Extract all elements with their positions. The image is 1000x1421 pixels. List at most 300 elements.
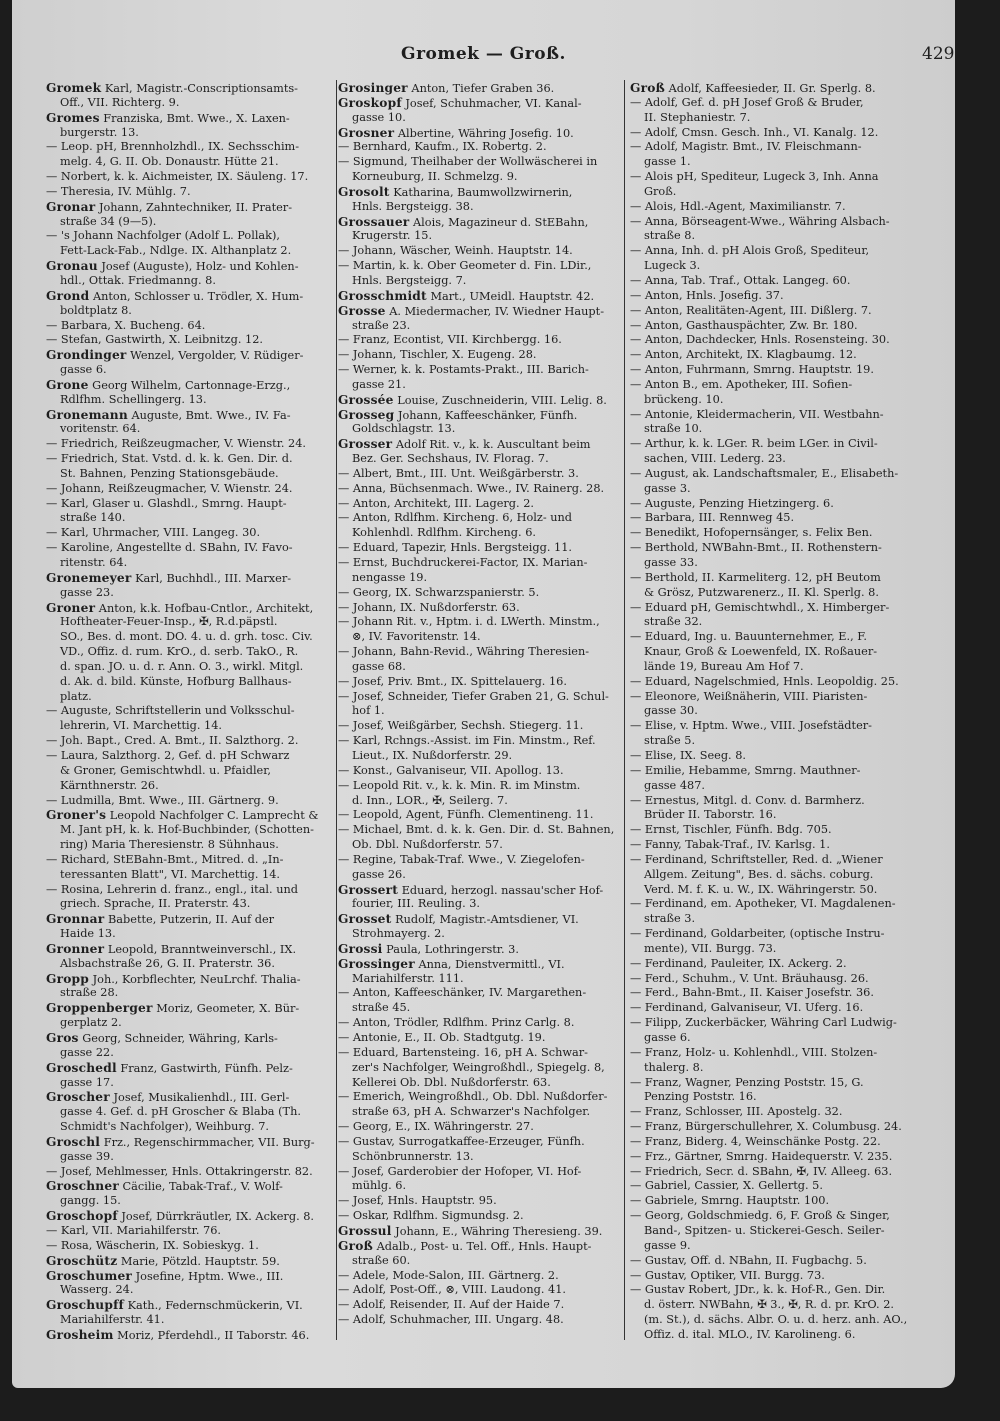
- entry-text: gasse 23.: [60, 585, 114, 599]
- directory-entry-line: [338, 482, 620, 497]
- entry-text: gerplatz 2.: [60, 1016, 122, 1030]
- entry-text: Allgem. Zeitung", Bes. d. sächs. coburg.: [644, 867, 874, 881]
- entry-text: Krugerstr. 15.: [352, 229, 433, 243]
- entry-text: — Joh. Bapt., Cred. A. Bmt., II. Salzthorg. 2.: [46, 734, 299, 748]
- entry-text: Karl, Buchhdl., III. Marxer-: [135, 571, 292, 585]
- entry-text: — Theresia, IV. Mühlg. 7.: [46, 184, 191, 198]
- directory-entry-line: [46, 81, 334, 96]
- entry-text: Franziska, Bmt. Wwe., X. Laxen-: [103, 111, 290, 125]
- directory-entry-line: [338, 408, 620, 423]
- directory-entry-line: [630, 482, 915, 497]
- directory-entry-line: [46, 556, 334, 571]
- entry-text: VD., Offiz. d. rum. KrO., d. serb. TakO., R.: [60, 645, 299, 659]
- directory-entry-line: [338, 497, 620, 512]
- directory-entry-line: [46, 170, 334, 185]
- directory-entry-line: [630, 1031, 915, 1046]
- directory-entry-line: [46, 986, 334, 1001]
- directory-entry-line: [338, 1046, 620, 1061]
- entry-text: Anton, Tiefer Graben 36.: [411, 82, 555, 95]
- directory-entry-line: [630, 1016, 915, 1031]
- entry-text: II. Stephaniestr. 7.: [644, 110, 751, 124]
- directory-entry-line: [630, 615, 915, 630]
- entry-text: Hnls. Bergsteigg. 7.: [352, 273, 467, 287]
- entry-text: melg. 4, G. II. Ob. Donaustr. Hütte 21.: [60, 155, 279, 169]
- directory-entry-line: [46, 319, 334, 334]
- directory-entry-line: [630, 437, 915, 452]
- entry-text: fourier, III. Reuling. 3.: [352, 897, 481, 911]
- entry-text: gasse 39.: [60, 1149, 114, 1163]
- entry-text: — Ferdinand, Schriftsteller, Red. d. „Wiener: [630, 852, 883, 866]
- directory-entry-line: [46, 497, 334, 512]
- directory-entry-line: [46, 1224, 334, 1239]
- directory-entry-line: [46, 615, 334, 630]
- entry-surname: Groppenberger: [46, 1001, 153, 1016]
- entry-surname: Gros: [46, 1031, 79, 1045]
- entry-text: Fett-Lack-Fab., Ndlge. IX. Althanplatz 2.: [60, 244, 292, 258]
- directory-entry-line: [46, 140, 334, 155]
- directory-entry-line: [630, 556, 915, 571]
- directory-entry-line: [338, 185, 620, 200]
- directory-entry-line: [46, 883, 334, 898]
- entry-text: Josefine, Hptm. Wwe., III.: [135, 1269, 284, 1283]
- directory-entry-line: [630, 794, 915, 809]
- directory-entry-line: [630, 289, 915, 304]
- entry-text: straße 63, pH A. Schwarzer's Nachfolger.: [352, 1105, 591, 1119]
- directory-entry-line: [46, 259, 334, 274]
- directory-entry-line: [46, 393, 334, 408]
- directory-entry-line: [630, 1313, 915, 1328]
- directory-entry-line: [46, 942, 334, 957]
- directory-entry-line: [630, 229, 915, 244]
- directory-entry-line: [338, 348, 620, 363]
- entry-text: — Auguste, Penzing Hietzingerg. 6.: [630, 496, 834, 510]
- entry-text: hdl., Ottak. Friedmanng. 8.: [60, 273, 216, 287]
- entry-text: — Norbert, k. k. Aichmeister, IX. Säuleng. 17.: [46, 170, 309, 184]
- directory-entry-line: [46, 111, 334, 126]
- entry-text: — Regine, Tabak-Traf. Wwe., V. Ziegelofen-: [338, 852, 585, 866]
- entry-text: — Ferdinand, Galvaniseur, VI. Uferg. 16.: [630, 1001, 864, 1015]
- directory-entry-line: [630, 1076, 915, 1091]
- entry-surname: Groschner: [46, 1179, 119, 1194]
- directory-entry-line: [338, 808, 620, 823]
- entry-text: — Benedikt, Hofopernsänger, s. Felix Ben.: [630, 526, 873, 540]
- entry-surname: Grosseg: [338, 407, 395, 422]
- entry-text: — Ferdinand, Goldarbeiter, (optische Instru-: [630, 927, 885, 941]
- entry-text: — Anna, Börseagent-Wwe., Währing Alsbach-: [630, 214, 890, 228]
- directory-entry-line: [338, 897, 620, 912]
- directory-entry-line: [338, 422, 620, 437]
- directory-entry-line: [46, 571, 334, 586]
- directory-entry-line: [338, 541, 620, 556]
- entry-text: — Anton, Architekt, IX. Klagbaumg. 12.: [630, 348, 857, 362]
- directory-entry-line: [630, 571, 915, 586]
- entry-text: Kohlenhdl. Rdlfhm. Kircheng. 6.: [352, 526, 536, 540]
- directory-entry-line: [46, 794, 334, 809]
- entry-text: d. österr. NWBahn, ✠ 3., ✠, R. d. pr. KrO. 2.: [644, 1298, 894, 1312]
- entry-text: Moriz, Geometer, X. Bür-: [156, 1002, 300, 1016]
- entry-text: M. Jant pH, k. k. Hof-Buchbinder, (Schotten-: [60, 823, 314, 837]
- directory-entry-line: [630, 1328, 915, 1343]
- directory-entry-line: [338, 526, 620, 541]
- entry-text: Anton, k.k. Hofbau-Cntlor., Architekt,: [98, 601, 314, 615]
- directory-entry-line: [630, 348, 915, 363]
- directory-entry-line: [630, 244, 915, 259]
- entry-text: — Adolf, Gef. d. pH Josef Groß & Bruder,: [630, 95, 864, 109]
- entry-text: Hnls. Bergsteigg. 38.: [352, 199, 474, 213]
- entry-text: — Ernst, Tischler, Fünfh. Bdg. 705.: [630, 823, 832, 837]
- entry-text: sachen, VIII. Lederg. 23.: [644, 452, 786, 466]
- entry-text: — Albert, Bmt., III. Unt. Weißgärberstr. 3.: [338, 466, 579, 480]
- directory-entry-line: [338, 1001, 620, 1016]
- entry-text: mühlg. 6.: [352, 1179, 407, 1193]
- directory-entry-line: [630, 96, 915, 111]
- directory-entry-line: [338, 586, 620, 601]
- entry-text: Groß.: [644, 184, 677, 198]
- entry-text: — Anton, Architekt, III. Lagerg. 2.: [338, 496, 535, 510]
- entry-text: Verd. M. f. K. u. W., IX. Währingerstr. 50.: [644, 882, 878, 896]
- directory-entry-line: [630, 1135, 915, 1150]
- entry-text: lände 19, Bureau Am Hof 7.: [644, 659, 804, 673]
- entry-text: Ob. Dbl. Nußdorferstr. 57.: [352, 838, 503, 852]
- entry-text: — Michael, Bmt. d. k. k. Gen. Dir. d. St. Bahnen,: [338, 823, 615, 837]
- directory-entry-line: [338, 645, 620, 660]
- directory-entry-line: [630, 259, 915, 274]
- entry-text: Josef, Dürrkräutler, IX. Ackerg. 8.: [121, 1210, 315, 1224]
- entry-text: — Karl, Rchngs.-Assist. im Fin. Minstm., Ref.: [338, 734, 596, 748]
- directory-entry-line: [630, 1269, 915, 1284]
- entry-text: — Anton, Trödler, Rdlfhm. Prinz Carlg. 8.: [338, 1016, 575, 1030]
- directory-entry-line: [338, 215, 620, 230]
- entry-text: Franz, Gastwirth, Fünfh. Pelz-: [120, 1061, 293, 1075]
- entry-text: — Gustav, Surrogatkaffee-Erzeuger, Fünfh.: [338, 1134, 585, 1148]
- directory-entry-line: [338, 1239, 620, 1254]
- entry-text: gasse 26.: [352, 867, 406, 881]
- directory-entry-line: [630, 823, 915, 838]
- entry-surname: Groner's: [46, 808, 107, 823]
- directory-entry-line: [338, 259, 620, 274]
- entry-text: — Elise, IX. Seeg. 8.: [630, 748, 747, 762]
- directory-entry-line: [46, 1120, 334, 1135]
- directory-entry-line: [46, 1090, 334, 1105]
- entry-text: straße 32.: [644, 615, 703, 629]
- entry-text: Louise, Zuschneiderin, VIII. Lelig. 8.: [397, 393, 607, 407]
- entry-text: — Johann, Reißzeugmacher, V. Wienstr. 24.: [46, 481, 293, 495]
- directory-entry-line: [338, 289, 620, 304]
- directory-entry-line: [46, 823, 334, 838]
- entry-text: — Adolf, Schuhmacher, III. Ungarg. 48.: [338, 1313, 564, 1327]
- entry-text: gasse 3.: [644, 481, 691, 495]
- directory-entry-line: [338, 1031, 620, 1046]
- directory-entry-line: [338, 1150, 620, 1165]
- directory-entry-line: [630, 645, 915, 660]
- directory-entry-line: [630, 526, 915, 541]
- entry-text: Offiz. d. ital. MLO., IV. Karolineng. 6.: [644, 1327, 856, 1341]
- entry-text: gasse 4. Gef. d. pH Groscher & Blaba (Th.: [60, 1105, 301, 1119]
- directory-entry-line: [630, 333, 915, 348]
- directory-entry-line: [338, 853, 620, 868]
- entry-text: — Franz, Wagner, Penzing Poststr. 15, G.: [630, 1075, 864, 1089]
- entry-text: gangg. 15.: [60, 1194, 121, 1208]
- entry-text: mente), VII. Burgg. 73.: [644, 941, 777, 955]
- entry-text: Eduard, herzogl. nassau'scher Hof-: [401, 883, 604, 897]
- directory-entry-line: [630, 319, 915, 334]
- directory-entry-line: [630, 986, 915, 1001]
- entry-text: — Friedrich, Stat. Vstd. d. k. k. Gen. Dir. d.: [46, 452, 293, 466]
- directory-entry-line: [338, 630, 620, 645]
- entry-surname: Groschopf: [46, 1209, 118, 1224]
- entry-text: SO., Bes. d. mont. DO. 4. u. d. grh. tosc. Civ.: [60, 630, 313, 644]
- entry-text: — Anna, Inh. d. pH Alois Groß, Spediteur,: [630, 244, 870, 258]
- entry-text: — Franz, Biderg. 4, Weinschänke Postg. 22.: [630, 1134, 881, 1148]
- entry-text: straße 3.: [644, 912, 696, 926]
- directory-entry-line: [338, 1135, 620, 1150]
- directory-entry-line: [630, 734, 915, 749]
- directory-entry-line: [630, 363, 915, 378]
- entry-text: — Franz, Econtist, VII. Kirchbergg. 16.: [338, 333, 562, 347]
- directory-entry-line: [630, 541, 915, 556]
- directory-entry-line: [338, 734, 620, 749]
- entry-text: gasse 9.: [644, 1238, 691, 1252]
- entry-text: — Franz, Schlosser, III. Apostelg. 32.: [630, 1105, 843, 1119]
- entry-text: straße 5.: [644, 734, 696, 748]
- directory-entry-line: [46, 734, 334, 749]
- entry-text: — Eduard, Tapezir, Hnls. Bergsteigg. 11.: [338, 541, 572, 555]
- entry-text: — Stefan, Gastwirth, X. Leibnitzg. 12.: [46, 333, 264, 347]
- entry-text: — Anna, Tab. Traf., Ottak. Langeg. 60.: [630, 273, 851, 287]
- directory-entry-line: [46, 1076, 334, 1091]
- directory-entry-line: [630, 779, 915, 794]
- entry-text: straße 8.: [644, 229, 696, 243]
- entry-text: Josef, Schuhmacher, VI. Kanal-: [405, 96, 582, 110]
- directory-entry-line: [338, 675, 620, 690]
- directory-entry-line: [46, 452, 334, 467]
- directory-entry-line: [46, 912, 334, 927]
- entry-surname: Groschl: [46, 1134, 101, 1149]
- directory-entry-line: [338, 1194, 620, 1209]
- directory-entry-line: [46, 1016, 334, 1031]
- directory-entry-line: [338, 704, 620, 719]
- entry-text: — Georg, IX. Schwarzspanierstr. 5.: [338, 585, 540, 599]
- directory-entry-line: [338, 274, 620, 289]
- entry-text: Off., VII. Richterg. 9.: [60, 95, 180, 109]
- entry-text: Paula, Lothringerstr. 3.: [386, 942, 519, 956]
- directory-entry-line: [338, 333, 620, 348]
- entry-text: Frz., Regenschirmmacher, VII. Burg-: [103, 1135, 315, 1149]
- entry-text: Cäcilie, Tabak-Traf., V. Wolf-: [122, 1180, 283, 1194]
- directory-entry-line: [46, 363, 334, 378]
- entry-text: — Georg, Goldschmiedg. 6, F. Groß & Singer,: [630, 1209, 890, 1223]
- entry-text: Joh., Korbflechter, NeuLrchf. Thalia-: [92, 972, 301, 986]
- entry-text: — Franz, Bürgerschullehrer, X. Columbusg. 24.: [630, 1120, 902, 1134]
- entry-text: Moriz, Pferdehdl., II Taborstr. 46.: [117, 1328, 310, 1342]
- entry-text: ring) Maria Theresienstr. 8 Sühnhaus.: [60, 838, 279, 852]
- entry-text: gasse 68.: [352, 659, 406, 673]
- directory-entry-line: [630, 1254, 915, 1269]
- directory-entry-line: [338, 1224, 620, 1239]
- directory-entry-line: [46, 927, 334, 942]
- directory-page: [12, 0, 955, 1388]
- directory-entry-line: [46, 333, 334, 348]
- directory-entry-line: [338, 1209, 620, 1224]
- directory-entry-line: [630, 601, 915, 616]
- directory-entry-line: [46, 1194, 334, 1209]
- entry-text: — Ernestus, Mitgl. d. Conv. d. Barmherz.: [630, 793, 865, 807]
- entry-text: — Leopold, Agent, Fünfh. Clementineng. 11.: [338, 808, 594, 822]
- entry-surname: Groschumer: [46, 1268, 133, 1283]
- directory-entry-line: [338, 601, 620, 616]
- entry-text: Wenzel, Vergolder, V. Rüdiger-: [130, 349, 304, 363]
- directory-entry-line: [338, 1165, 620, 1180]
- directory-entry-line: [46, 274, 334, 289]
- entry-text: Goldschlagstr. 13.: [352, 422, 456, 436]
- directory-entry-line: [338, 1269, 620, 1284]
- entry-text: — Gustav Robert, JDr., k. k. Hof-R., Gen. Dir.: [630, 1283, 886, 1297]
- directory-entry-line: [338, 556, 620, 571]
- entry-text: Georg Wilhelm, Cartonnage-Erzg.,: [92, 378, 291, 392]
- directory-entry-line: [46, 645, 334, 660]
- entry-text: d. span. JO. u. d. r. Ann. O. 3., wirkl. Mitgl.: [60, 659, 304, 673]
- entry-text: — Oskar, Rdlfhm. Sigmundsg. 2.: [338, 1209, 524, 1223]
- entry-surname: Gronau: [46, 259, 98, 274]
- directory-entry-line: [630, 452, 915, 467]
- entry-text: gasse 6.: [60, 363, 107, 377]
- directory-entry-line: [46, 185, 334, 200]
- entry-surname: Groschedl: [46, 1060, 117, 1075]
- entry-text: teressanten Blatt", VI. Marchettig. 14.: [60, 867, 280, 881]
- directory-entry-line: [338, 986, 620, 1001]
- entry-text: griech. Sprache, II. Praterstr. 43.: [60, 897, 251, 911]
- entry-text: — Johann Rit. v., Hptm. i. d. LWerth. Minstm.,: [338, 615, 600, 629]
- directory-entry-line: [338, 927, 620, 942]
- directory-entry-line: [338, 1016, 620, 1031]
- directory-entry-line: [630, 511, 915, 526]
- directory-entry-line: [338, 912, 620, 927]
- entry-text: Anton, Schlosser u. Trödler, X. Hum-: [92, 289, 304, 303]
- directory-entry-line: [630, 704, 915, 719]
- entry-text: — Eduard pH, Gemischtwhdl., X. Himberger-: [630, 600, 890, 614]
- directory-entry-line: [338, 660, 620, 675]
- entry-text: — Frz., Gärtner, Smrng. Haidequerstr. V. 235.: [630, 1149, 893, 1163]
- entry-text: Johann, Zahntechniker, II. Prater-: [98, 200, 293, 214]
- directory-entry-line: [46, 749, 334, 764]
- directory-entry-line: [46, 348, 334, 363]
- entry-text: — Josef, Priv. Bmt., IX. Spittelauerg. 16.: [338, 674, 567, 688]
- directory-entry-line: [338, 957, 620, 972]
- directory-entry-line: [46, 704, 334, 719]
- entry-text: — Eleonore, Weißnäherin, VIII. Piaristen-: [630, 689, 868, 703]
- directory-entry-line: [630, 1283, 915, 1298]
- entry-surname: Grossi: [338, 941, 383, 956]
- directory-entry-line: [338, 1061, 620, 1076]
- entry-text: — Eduard, Bartensteing. 16, pH A. Schwar-: [338, 1045, 588, 1059]
- directory-entry-line: [630, 467, 915, 482]
- entry-text: Katharina, Baumwollzwirnerin,: [393, 185, 573, 199]
- entry-text: — Josef, Garderobier der Hofoper, VI. Hof-: [338, 1164, 582, 1178]
- entry-text: straße 34 (9—5).: [60, 214, 157, 228]
- directory-entry-line: [46, 690, 334, 705]
- entry-text: — Alois pH, Spediteur, Lugeck 3, Inh. Anna: [630, 170, 879, 184]
- directory-entry-line: [630, 111, 915, 126]
- entry-text: — Eduard, Ing. u. Bauunternehmer, E., F.: [630, 630, 867, 644]
- entry-text: — Adolf, Post-Off., ⊗, VIII. Laudong. 41.: [338, 1283, 566, 1297]
- entry-text: Lugeck 3.: [644, 259, 701, 273]
- entry-surname: Grossinger: [338, 956, 415, 971]
- directory-entry-line: [46, 511, 334, 526]
- entry-text: — Johann, Bahn-Revid., Währing Theresien-: [338, 645, 590, 659]
- directory-entry-line: [630, 675, 915, 690]
- entry-text: — Josef, Weißgärber, Sechsh. Stiegerg. 11.: [338, 719, 584, 733]
- directory-entry-line: [46, 1209, 334, 1224]
- directory-entry-line: [630, 1001, 915, 1016]
- entry-text: Kellerei Ob. Dbl. Nußdorferstr. 63.: [352, 1075, 551, 1089]
- directory-entry-line: [630, 185, 915, 200]
- entry-surname: Grosinger: [338, 81, 408, 95]
- entry-text: Lieut., IX. Nußdorferstr. 29.: [352, 748, 513, 762]
- directory-entry-line: [46, 229, 334, 244]
- entry-text: Adalb., Post- u. Tel. Off., Hnls. Haupt-: [376, 1239, 592, 1253]
- entry-text: — Karl, VII. Mariahilferstr. 76.: [46, 1223, 221, 1237]
- entry-text: — Anton B., em. Apotheker, III. Sofien-: [630, 377, 853, 391]
- directory-entry-line: [46, 155, 334, 170]
- directory-entry-line: [630, 393, 915, 408]
- entry-text: straße 140.: [60, 511, 126, 525]
- directory-entry-line: [630, 1209, 915, 1224]
- entry-text: — Alois, Hdl.-Agent, Maximilianstr. 7.: [630, 199, 846, 213]
- entry-text: & Groner, Gemischtwhdl. u. Pfaidler,: [60, 763, 271, 777]
- directory-entry-line: [46, 541, 334, 556]
- entry-text: — Filipp, Zuckerbäcker, Währing Carl Ludwig-: [630, 1016, 897, 1030]
- directory-entry-line: [46, 200, 334, 215]
- entry-text: Johann, E., Währing Theresieng. 39.: [395, 1224, 603, 1238]
- entry-text: Knaur, Groß & Loewenfeld, IX. Roßauer-: [644, 645, 878, 659]
- directory-entry-line: [338, 779, 620, 794]
- directory-entry-line: [46, 586, 334, 601]
- directory-entry-line: [630, 1165, 915, 1180]
- entry-text: nengasse 19.: [352, 570, 428, 584]
- entry-text: gasse 17.: [60, 1075, 114, 1089]
- directory-entry-line: [630, 883, 915, 898]
- directory-entry-line: [630, 897, 915, 912]
- entry-text: hof 1.: [352, 704, 385, 718]
- entry-text: straße 45.: [352, 1001, 411, 1015]
- entry-text: — Barbara, III. Rennweg 45.: [630, 511, 795, 525]
- directory-entry-line: [338, 1179, 620, 1194]
- entry-text: Rudolf, Magistr.-Amtsdiener, VI.: [395, 913, 579, 927]
- directory-entry-line: [46, 467, 334, 482]
- entry-text: ⊗, IV. Favoritenstr. 14.: [352, 630, 481, 644]
- entry-text: Bez. Ger. Sechshaus, IV. Florag. 7.: [352, 452, 549, 466]
- entry-text: Rdlfhm. Schellingerg. 13.: [60, 392, 207, 406]
- directory-entry-line: [630, 1046, 915, 1061]
- entry-text: — Anton, Gasthauspächter, Zw. Br. 180.: [630, 318, 858, 332]
- entry-surname: Grossert: [338, 882, 399, 897]
- directory-entry-line: [630, 690, 915, 705]
- directory-entry-line: [46, 1328, 334, 1343]
- entry-text: — Berthold, NWBahn-Bmt., II. Rothenstern-: [630, 541, 882, 555]
- directory-entry-line: [46, 1254, 334, 1269]
- directory-entry-line: [630, 1179, 915, 1194]
- directory-entry-line: [46, 660, 334, 675]
- directory-entry-line: [338, 452, 620, 467]
- directory-entry-line: [46, 764, 334, 779]
- entry-text: — Karoline, Angestellte d. SBahn, IV. Favo-: [46, 541, 293, 555]
- directory-entry-line: [630, 1194, 915, 1209]
- directory-entry-line: [338, 304, 620, 319]
- entry-text: d. Inn., LOR., ✠, Seilerg. 7.: [352, 793, 508, 807]
- entry-text: — Emilie, Hebamme, Smrng. Mauthner-: [630, 763, 861, 777]
- entry-text: — Johann, Tischler, X. Eugeng. 28.: [338, 348, 537, 362]
- column-divider: [624, 80, 625, 1340]
